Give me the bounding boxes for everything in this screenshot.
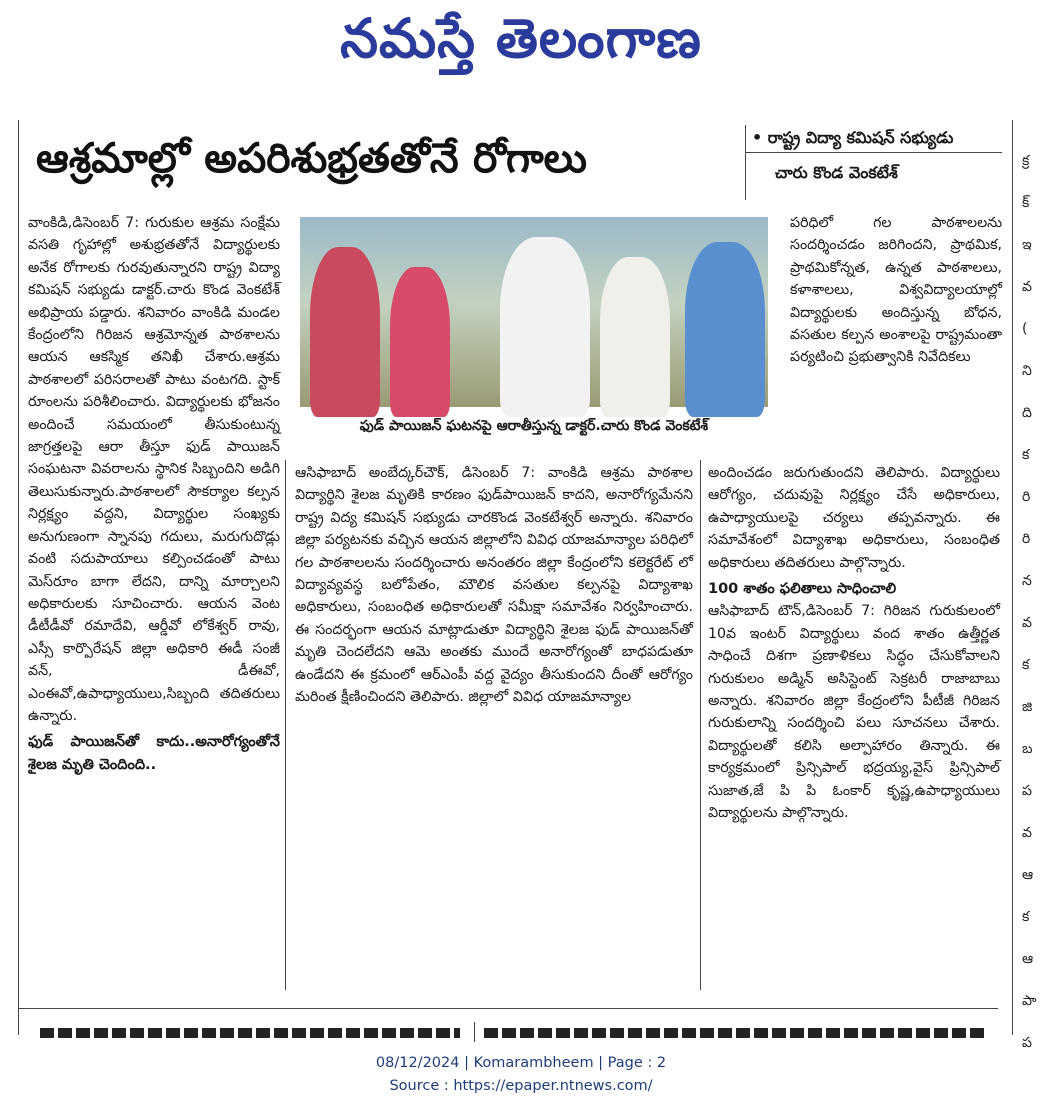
- masthead: [0, 0, 1042, 90]
- article-photo: [300, 217, 768, 407]
- col3-top-body: పరిధిలో గల పాఠశాలలను సందర్శించడం జరిగిందని, ప్రాథమిక, ప్రాథమికోన్నత, ఉన్నత పాఠశాలలు, కళాశాలలు, విశ్వవిద్యాలయాల్లో విద్యార్థులకు అందిస్తున్న బోధన, వసతుల కల్పన అంశాలపై రాష్ట్రమంతా పర్యటించి ప్రభుత్వానికి నివేదికలు: [790, 215, 1002, 366]
- adjacent-glyph: న: [1022, 573, 1032, 589]
- adjacent-glyph: ఇ: [1022, 237, 1032, 253]
- adjacent-glyph: క: [1022, 909, 1030, 925]
- photo-person-2: [390, 267, 450, 417]
- adjacent-glyph: జి: [1022, 699, 1033, 715]
- adjacent-glyph: పా: [1022, 993, 1037, 1009]
- photo-person-5: [685, 242, 765, 417]
- next-article-headline-cut-right: [484, 1024, 984, 1040]
- adjacent-glyph: క: [1022, 657, 1030, 673]
- photo-person-1: [310, 247, 380, 417]
- adjacent-glyph: వ: [1022, 279, 1032, 295]
- left-border: [18, 120, 19, 1035]
- article-bottom-rule: [18, 1008, 998, 1009]
- adjacent-glyph: ది: [1022, 405, 1032, 421]
- footer-source: Source : https://epaper.ntnews.com/: [389, 1078, 653, 1094]
- article-column-1: [28, 212, 280, 992]
- photo-person-4: [600, 257, 670, 417]
- headline-rule: [746, 152, 1002, 153]
- adjacent-glyph: వ: [1022, 615, 1032, 631]
- adjacent-glyph: (: [1022, 321, 1028, 337]
- right-column-divider: [1012, 120, 1013, 1035]
- col1-divider: [285, 460, 286, 990]
- adjacent-glyph: రి: [1022, 489, 1031, 505]
- adjacent-glyph: ప: [1022, 1035, 1032, 1051]
- footer-date-edition: 08/12/2024 | Komarambheem | Page : 2: [375, 1055, 667, 1071]
- masthead-title: నమస్తే తెలంగాణ: [340, 6, 702, 70]
- adjacent-glyph: క్ర: [1022, 153, 1030, 169]
- photo-caption: ఫుడ్ పాయిజన్ ఘటనపై ఆరాతీస్తున్న డాక్టర్.చారు కొండ వెంకటేశ్: [359, 418, 709, 434]
- adjacent-article-strip: [1022, 140, 1042, 1051]
- article-headline: ఆశ్రమాల్లో అపరిశుభ్రతతోనే రోగాలు: [36, 134, 587, 182]
- adjacent-glyph: వ: [1022, 825, 1032, 841]
- col1-subhead: ఫుడ్ పాయిజన్‌తో కాదు..అనారోగ్యంతోనే శైలజ మృతి చెందింది..: [28, 734, 280, 773]
- col1-body: వాంకిడి,డిసెంబర్ 7: గురుకుల ఆశ్రమ సంక్షేమ వసతి గృహాల్లో అశుభ్రతతోనే విద్యార్థులకు అనేక రోగాలకు గురవుతున్నారని రాష్ట్ర విద్యా కమిషన్ సభ్యుడు డాక్టర్.చారు కొండ వెంకటేశ్ అభిప్రాయ పడ్డారు. శనివారం వాంకిడి మండల కేంద్రంలోని గిరిజన ఆశ్రమోన్నత పాఠశాలను ఆయన ఆకస్మిక తనిఖీ చేశారు.ఆశ్రమ పాఠశాలలో పరిసరాలతో పాటు వంటగది. స్టాక్ రూంలను పరిశీలించారు. విద్యార్థులకు భోజనం అందించే సమయంలో తీసుకుంటున్న జాగ్రత్తలపై ఆరా తీస్తూ ఫుడ్ పాయిజన్ సంఘటనా వివరాలను స్థానిక సిబ్బందిని అడిగి తెలుసుకున్నారు.పాఠశాలలో సౌకర్యాల కల్పన నిర్లక్ష్యం వద్దని, విద్యార్థుల సంఖ్యకు అనుగుణంగా స్నానపు గదులు, మరుగుదొడ్లు వంటి సదుపాయాలు కల్పించడంతో పాటు మెస్‌రూం బాగా లేదని, దాన్ని మార్చాలని అధికారులకు సూచించారు. ఆయన వెంట డీటీడీవో రమాదేవి, ఆర్డీవో లోకేశ్వర్ రావు, ఎస్సీ కార్పొరేషన్ జిల్లా అధికారి ఈడీ సంజీ వన్, డీఈవో, ఎంఈవో,ఉపాధ్యాయులు,సిబ్బంది తదితరులు ఉన్నారు.: [28, 215, 280, 724]
- article-column-3: [708, 462, 1000, 992]
- col2-body: ఆసిఫాబాద్ అంబేద్కర్‌చౌక్, డిసెంబర్ 7: వాంకిడి ఆశ్రమ పాఠశాల విద్యార్థిని శైలజ మృతికి కారణం ఫుడ్‌పాయిజన్ కాదని, అనారోగ్యమేనని రాష్ట్ర విద్య కమిషన్ సభ్యుడు చారకొండ వెంకటేశ్వర్ అన్నారు. శనివారం జిల్లా పర్యటనకు వచ్చిన ఆయన జిల్లాలోని వివిధ యాజమాన్యాల పరిధిలో గల పాఠశాలలను సందర్శించారు అనంతరం జిల్లా కేంద్రంలోని కలెక్టరేట్ లో విద్యావ్యవస్థ బలోపేతం, మౌలిక వసతుల కల్పనపై విద్యాశాఖ అధికారులు, సంబంధిత అధికారులతో సమీక్షా సమావేశం నిర్వహించారు. ఈ సందర్భంగా ఆయన మాట్లాడుతూ విద్యార్థిని శైలజ ఫుడ్ పాయిజన్‌తో మృతి చెందలేదని ఆమె అంతకు ముందే అనారోగ్యంతో బాధపడుతూ ఉండేదని ఈ క్రమంలో ఆర్‌ఎంపీ వద్ద వైద్యం తీసుకుందని దీంతో ఆరోగ్యం మరింత క్షీణించిందని తెలిపారు. జిల్లాలో వివిధ యాజమాన్యాల: [295, 465, 693, 706]
- col3-subhead: 100 శాతం ఫలితాలు సాధించాలి: [708, 581, 897, 598]
- adjacent-glyph: ని: [1022, 363, 1032, 379]
- adjacent-glyph: ఆ: [1022, 867, 1034, 883]
- col3-body: అందించడం జరుగుతుందని తెలిపారు. విద్యార్థులు ఆరోగ్యం, చదువుపై నిర్లక్ష్యం చేసే అధికారులు, ఉపాధ్యాయులపై చర్యలు తప్పవన్నారు. ఈ సమావేశంలో విద్యాశాఖ అధికారులు, సంబంధిత అధికారులు తదితరులు పాల్గొన్నారు.: [708, 465, 1000, 571]
- col2-divider: [700, 460, 701, 990]
- deck-divider: [745, 125, 746, 200]
- adjacent-glyph: రి: [1022, 531, 1031, 547]
- article-column-2: [295, 462, 693, 982]
- col3-story2-body: ఆసిఫాబాద్ టౌన్,డిసెంబర్ 7: గిరిజన గురుకులంలో 10వ ఇంటర్ విద్యార్థులు వంద శాతం ఉత్తీర్ణత సాధించే దిశగా ప్రణాళికలు సిద్ధం చేసుకోవాలని గురుకులం అడ్మిన్ అసిస్టెంట్ సెక్రటరీ రాజాబాబు అన్నారు. శనివారం జిల్లా కేంద్రంలోని పీటీజీ గిరిజన గురుకులాన్ని సందర్శించి పలు సూచనలు చేశారు. విద్యార్థులతో కలిసి అల్పాహారం తిన్నారు. ఈ కార్యక్రమంలో ప్రిన్సిపాల్ భద్రయ్య,వైస్ ప్రిన్సిపాల్ సుజాత,జే పి పి ఓంకార్ కృష్ణ,ఉపాధ్యాయులు విద్యార్థులను పాల్గొన్నారు.: [708, 603, 1000, 822]
- deck-line-1: • రాష్ట్ర విద్యా కమిషన్ సభ్యుడు: [752, 128, 954, 147]
- adjacent-glyph: క: [1022, 447, 1030, 463]
- adjacent-glyph: బ: [1022, 741, 1033, 757]
- deck-line-2: చారు కొండ వెంకటేశ్: [775, 163, 898, 182]
- photo-person-3: [500, 237, 590, 417]
- next-article-divider: [474, 1022, 475, 1042]
- adjacent-glyph: ప: [1022, 783, 1032, 799]
- adjacent-glyph: క్: [1022, 195, 1030, 211]
- article-column-3-top: [790, 212, 1002, 457]
- adjacent-glyph: ఆ: [1022, 951, 1034, 967]
- next-article-headline-cut-left: [40, 1024, 460, 1040]
